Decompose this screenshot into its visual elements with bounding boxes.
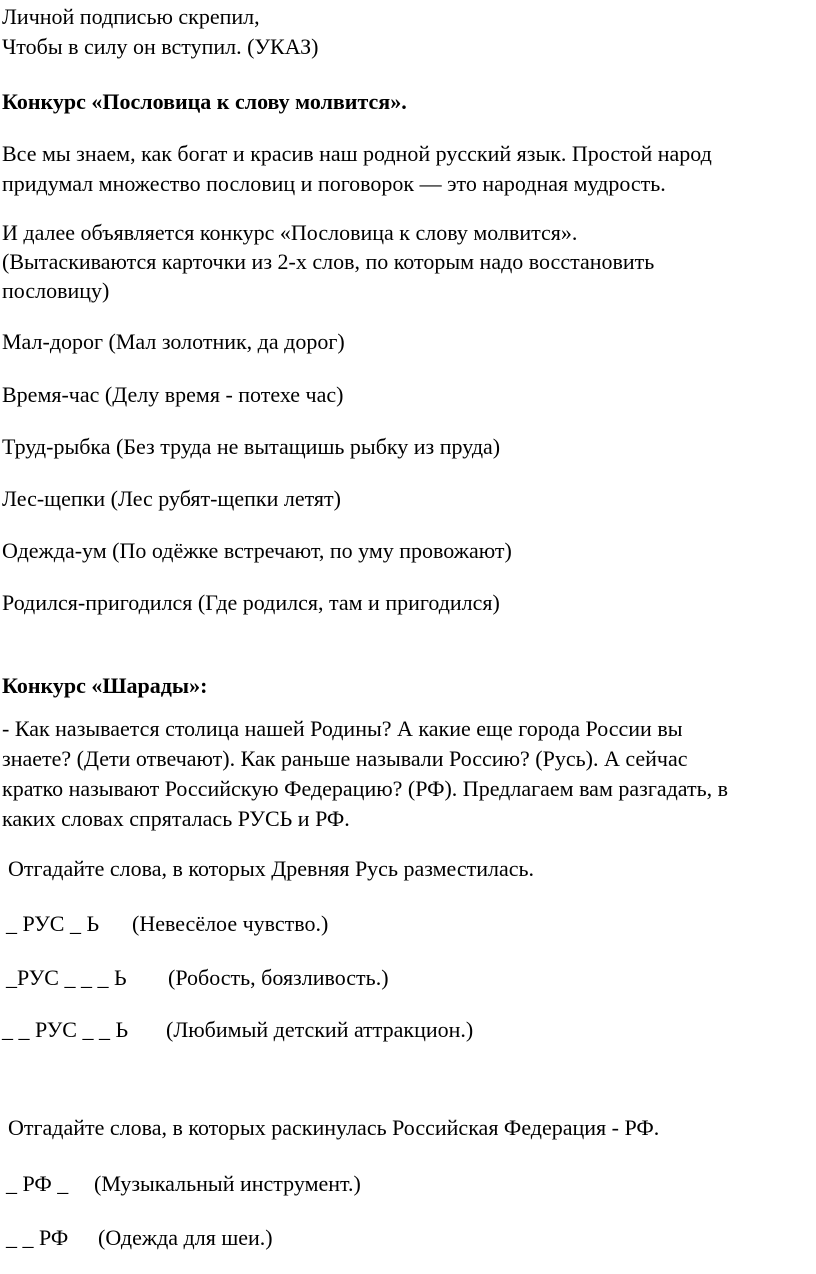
- proverb-item: Одежда-ум (По одёжке встречают, по уму провожают): [2, 538, 512, 563]
- contest1-paragraph-2-line-3: пословицу): [2, 278, 110, 303]
- contest2-paragraph-line-3: кратко называют Российскую Федерацию? (РФ). Предлагаем вам разгадать, в: [2, 776, 729, 801]
- contest1-heading: Конкурс «Пословица к слову молвится».: [2, 89, 407, 114]
- rf-puzzle-row: [2, 1224, 273, 1252]
- puzzle-hint: (Одежда для шеи.): [98, 1225, 273, 1250]
- puzzle-hint: (Любимый детский аттракцион.): [166, 1017, 474, 1042]
- contest1-paragraph-1-line-1: Все мы знаем, как богат и красив наш родной русский язык. Простой народ: [2, 141, 712, 166]
- puzzle-pattern: _РУС _ _ _ Ь: [6, 965, 127, 990]
- puzzle-pattern: _ _ РУС _ _ Ь: [2, 1017, 129, 1042]
- proverb-item: Родился-пригодился (Где родился, там и пригодился): [2, 590, 500, 615]
- contest2-paragraph-line-2: знаете? (Дети отвечают). Как раньше называли Россию? (Русь). А сейчас: [2, 746, 688, 771]
- puzzle-hint: (Робость, боязливость.): [168, 965, 389, 990]
- rf-puzzle-intro: Отгадайте слова, в которых раскинулась Российская Федерация - РФ.: [8, 1115, 660, 1140]
- rus-puzzle-intro: Отгадайте слова, в которых Древняя Русь разместилась.: [8, 856, 535, 881]
- rus-puzzle-row: [2, 964, 389, 992]
- puzzle-hint: (Музыкальный инструмент.): [94, 1171, 361, 1196]
- contest1-paragraph-2-line-2: (Вытаскиваются карточки из 2-х слов, по которым надо восстановить: [2, 249, 655, 274]
- intro-line-1: Личной подписью скрепил,: [2, 4, 260, 29]
- rus-puzzle-row: [2, 1016, 473, 1044]
- puzzle-pattern: _ РФ _: [6, 1171, 69, 1196]
- contest2-paragraph-line-4: каких словах спряталась РУСЬ и РФ.: [2, 806, 350, 831]
- contest2-heading: Конкурс «Шарады»:: [2, 673, 208, 698]
- puzzle-hint: (Невесёлое чувство.): [132, 911, 329, 936]
- puzzle-pattern: _ РУС _ Ь: [6, 911, 100, 936]
- rf-puzzle-row: [2, 1170, 361, 1198]
- proverb-item: Лес-щепки (Лес рубят-щепки летят): [2, 486, 341, 511]
- intro-line-2: Чтобы в силу он вступил. (УКАЗ): [2, 34, 319, 59]
- puzzle-pattern: _ _ РФ: [6, 1225, 69, 1250]
- contest1-paragraph-2-line-1: И далее объявляется конкурс «Пословица к слову молвится».: [2, 220, 578, 245]
- proverb-item: Мал-дорог (Мал золотник, да дорог): [2, 329, 345, 354]
- proverb-item: Труд-рыбка (Без труда не вытащишь рыбку из пруда): [2, 434, 501, 459]
- proverb-item: Время-час (Делу время - потехе час): [2, 382, 344, 407]
- contest2-paragraph-line-1: - Как называется столица нашей Родины? А какие еще города России вы: [2, 716, 683, 741]
- contest1-paragraph-1-line-2: придумал множество пословиц и поговорок — это народная мудрость.: [2, 171, 666, 196]
- rus-puzzle-row: [2, 910, 328, 938]
